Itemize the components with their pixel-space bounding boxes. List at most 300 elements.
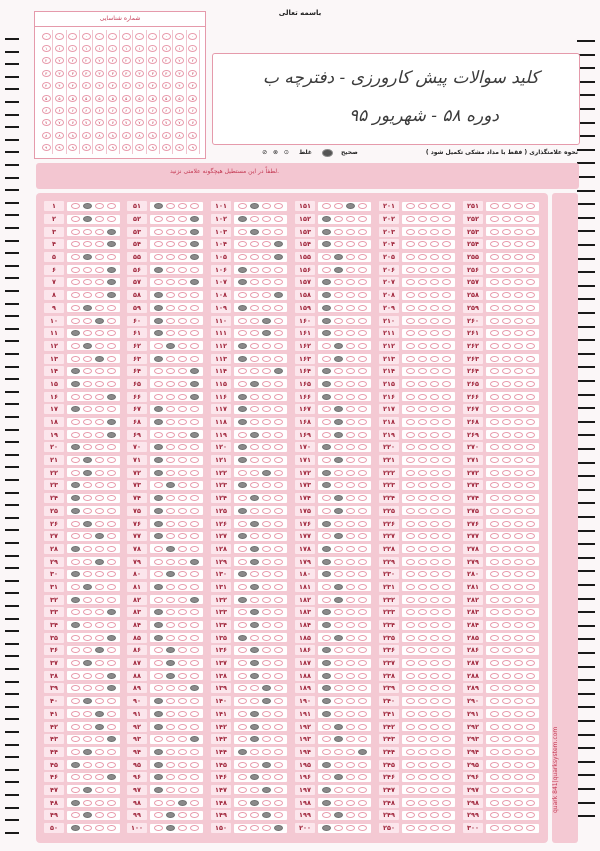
answer-bubble[interactable]: [262, 368, 271, 374]
answer-bubble[interactable]: [346, 356, 355, 362]
answer-bubble[interactable]: [250, 546, 259, 552]
id-bubble[interactable]: ۶: [122, 107, 131, 114]
answer-bubble[interactable]: [358, 825, 367, 831]
answer-bubble[interactable]: [154, 343, 163, 349]
answer-bubble[interactable]: [154, 812, 163, 818]
answer-bubble[interactable]: [418, 749, 427, 755]
answer-bubble[interactable]: [154, 470, 163, 476]
answer-bubble[interactable]: [178, 457, 187, 463]
answer-bubble[interactable]: [250, 495, 259, 501]
answer-bubble[interactable]: [190, 343, 199, 349]
answer-bubble[interactable]: [166, 508, 175, 514]
answer-bubble[interactable]: [274, 406, 283, 412]
answer-bubble[interactable]: [406, 800, 415, 806]
answer-bubble[interactable]: [95, 241, 104, 247]
answer-bubble[interactable]: [274, 698, 283, 704]
answer-bubble[interactable]: [418, 609, 427, 615]
answer-bubble[interactable]: [107, 343, 116, 349]
answer-bubble[interactable]: [107, 685, 116, 691]
answer-bubble[interactable]: [178, 229, 187, 235]
answer-bubble[interactable]: [322, 685, 331, 691]
answer-bubble[interactable]: [526, 279, 535, 285]
answer-bubble[interactable]: [346, 685, 355, 691]
answer-bubble[interactable]: [322, 673, 331, 679]
answer-bubble[interactable]: [190, 787, 199, 793]
answer-bubble[interactable]: [262, 698, 271, 704]
answer-bubble[interactable]: [250, 749, 259, 755]
answer-bubble[interactable]: [178, 660, 187, 666]
answer-bubble[interactable]: [83, 546, 92, 552]
answer-bubble[interactable]: [154, 229, 163, 235]
answer-bubble[interactable]: [238, 724, 247, 730]
answer-bubble[interactable]: [418, 521, 427, 527]
id-bubble[interactable]: ۰: [188, 33, 197, 40]
answer-bubble[interactable]: [322, 343, 331, 349]
answer-bubble[interactable]: [406, 774, 415, 780]
answer-bubble[interactable]: [262, 203, 271, 209]
answer-bubble[interactable]: [250, 368, 259, 374]
answer-bubble[interactable]: [95, 597, 104, 603]
answer-bubble[interactable]: [502, 533, 511, 539]
answer-bubble[interactable]: [262, 356, 271, 362]
answer-bubble[interactable]: [358, 571, 367, 577]
answer-bubble[interactable]: [238, 647, 247, 653]
answer-bubble[interactable]: [334, 825, 343, 831]
answer-bubble[interactable]: [322, 292, 331, 298]
answer-bubble[interactable]: [526, 597, 535, 603]
answer-bubble[interactable]: [83, 559, 92, 565]
answer-bubble[interactable]: [238, 254, 247, 260]
answer-bubble[interactable]: [418, 457, 427, 463]
answer-bubble[interactable]: [83, 812, 92, 818]
answer-bubble[interactable]: [358, 597, 367, 603]
answer-bubble[interactable]: [514, 571, 523, 577]
answer-bubble[interactable]: [406, 482, 415, 488]
answer-bubble[interactable]: [190, 330, 199, 336]
answer-bubble[interactable]: [514, 254, 523, 260]
answer-bubble[interactable]: [178, 749, 187, 755]
answer-bubble[interactable]: [154, 254, 163, 260]
answer-bubble[interactable]: [95, 749, 104, 755]
answer-bubble[interactable]: [418, 419, 427, 425]
answer-bubble[interactable]: [178, 406, 187, 412]
answer-bubble[interactable]: [322, 800, 331, 806]
answer-bubble[interactable]: [95, 584, 104, 590]
answer-bubble[interactable]: [334, 774, 343, 780]
answer-bubble[interactable]: [71, 609, 80, 615]
answer-bubble[interactable]: [322, 432, 331, 438]
answer-bubble[interactable]: [502, 609, 511, 615]
answer-bubble[interactable]: [334, 394, 343, 400]
id-bubble[interactable]: ۲: [122, 57, 131, 64]
answer-bubble[interactable]: [274, 356, 283, 362]
answer-bubble[interactable]: [262, 622, 271, 628]
answer-bubble[interactable]: [322, 406, 331, 412]
id-bubble[interactable]: ۲: [148, 57, 157, 64]
answer-bubble[interactable]: [490, 711, 499, 717]
answer-bubble[interactable]: [95, 571, 104, 577]
answer-bubble[interactable]: [490, 419, 499, 425]
answer-bubble[interactable]: [514, 508, 523, 514]
id-bubble[interactable]: ۶: [108, 107, 117, 114]
answer-bubble[interactable]: [526, 241, 535, 247]
answer-bubble[interactable]: [514, 343, 523, 349]
answer-bubble[interactable]: [178, 267, 187, 273]
answer-bubble[interactable]: [502, 444, 511, 450]
answer-bubble[interactable]: [83, 267, 92, 273]
answer-bubble[interactable]: [490, 825, 499, 831]
answer-bubble[interactable]: [322, 508, 331, 514]
answer-bubble[interactable]: [190, 533, 199, 539]
answer-bubble[interactable]: [334, 482, 343, 488]
answer-bubble[interactable]: [95, 495, 104, 501]
answer-bubble[interactable]: [107, 254, 116, 260]
answer-bubble[interactable]: [346, 660, 355, 666]
answer-bubble[interactable]: [154, 368, 163, 374]
answer-bubble[interactable]: [406, 406, 415, 412]
answer-bubble[interactable]: [178, 241, 187, 247]
answer-bubble[interactable]: [358, 394, 367, 400]
answer-bubble[interactable]: [490, 495, 499, 501]
id-bubble[interactable]: ۱: [188, 45, 197, 52]
answer-bubble[interactable]: [502, 356, 511, 362]
answer-bubble[interactable]: [406, 508, 415, 514]
answer-bubble[interactable]: [178, 368, 187, 374]
answer-bubble[interactable]: [250, 203, 259, 209]
answer-bubble[interactable]: [190, 368, 199, 374]
answer-bubble[interactable]: [418, 381, 427, 387]
answer-bubble[interactable]: [190, 521, 199, 527]
id-bubble[interactable]: ۳: [82, 70, 91, 77]
answer-bubble[interactable]: [322, 724, 331, 730]
answer-bubble[interactable]: [250, 685, 259, 691]
answer-bubble[interactable]: [490, 559, 499, 565]
answer-bubble[interactable]: [322, 267, 331, 273]
id-bubble[interactable]: ۸: [108, 132, 117, 139]
answer-bubble[interactable]: [262, 267, 271, 273]
answer-bubble[interactable]: [322, 368, 331, 374]
answer-bubble[interactable]: [274, 419, 283, 425]
answer-bubble[interactable]: [262, 825, 271, 831]
id-bubble[interactable]: ۸: [68, 132, 77, 139]
answer-bubble[interactable]: [238, 305, 247, 311]
answer-bubble[interactable]: [358, 292, 367, 298]
answer-bubble[interactable]: [83, 203, 92, 209]
answer-bubble[interactable]: [250, 622, 259, 628]
answer-bubble[interactable]: [178, 254, 187, 260]
answer-bubble[interactable]: [406, 229, 415, 235]
answer-bubble[interactable]: [490, 229, 499, 235]
id-bubble[interactable]: ۹: [162, 144, 171, 151]
answer-bubble[interactable]: [178, 584, 187, 590]
answer-bubble[interactable]: [166, 774, 175, 780]
answer-bubble[interactable]: [502, 279, 511, 285]
answer-bubble[interactable]: [83, 635, 92, 641]
answer-bubble[interactable]: [334, 406, 343, 412]
answer-bubble[interactable]: [178, 635, 187, 641]
answer-bubble[interactable]: [83, 482, 92, 488]
answer-bubble[interactable]: [83, 685, 92, 691]
id-bubble[interactable]: ۰: [95, 33, 104, 40]
answer-bubble[interactable]: [418, 825, 427, 831]
answer-bubble[interactable]: [334, 787, 343, 793]
answer-bubble[interactable]: [250, 635, 259, 641]
answer-bubble[interactable]: [83, 457, 92, 463]
answer-bubble[interactable]: [178, 508, 187, 514]
id-bubble[interactable]: ۶: [148, 107, 157, 114]
answer-bubble[interactable]: [71, 356, 80, 362]
answer-bubble[interactable]: [154, 749, 163, 755]
answer-bubble[interactable]: [190, 647, 199, 653]
answer-bubble[interactable]: [490, 457, 499, 463]
answer-bubble[interactable]: [262, 711, 271, 717]
id-bubble[interactable]: ۸: [55, 132, 64, 139]
answer-bubble[interactable]: [514, 203, 523, 209]
answer-bubble[interactable]: [95, 647, 104, 653]
answer-bubble[interactable]: [274, 305, 283, 311]
answer-bubble[interactable]: [430, 673, 439, 679]
answer-bubble[interactable]: [71, 216, 80, 222]
id-bubble[interactable]: ۷: [188, 119, 197, 126]
answer-bubble[interactable]: [526, 267, 535, 273]
answer-bubble[interactable]: [95, 736, 104, 742]
answer-bubble[interactable]: [334, 749, 343, 755]
answer-bubble[interactable]: [83, 495, 92, 501]
answer-bubble[interactable]: [442, 508, 451, 514]
answer-bubble[interactable]: [250, 584, 259, 590]
answer-bubble[interactable]: [526, 203, 535, 209]
answer-bubble[interactable]: [430, 318, 439, 324]
answer-bubble[interactable]: [190, 812, 199, 818]
answer-bubble[interactable]: [514, 812, 523, 818]
answer-bubble[interactable]: [250, 279, 259, 285]
id-bubble[interactable]: ۹: [95, 144, 104, 151]
answer-bubble[interactable]: [95, 457, 104, 463]
answer-bubble[interactable]: [430, 685, 439, 691]
answer-bubble[interactable]: [190, 825, 199, 831]
answer-bubble[interactable]: [442, 787, 451, 793]
answer-bubble[interactable]: [358, 432, 367, 438]
answer-bubble[interactable]: [95, 356, 104, 362]
answer-bubble[interactable]: [274, 508, 283, 514]
answer-bubble[interactable]: [71, 482, 80, 488]
id-bubble[interactable]: ۷: [42, 119, 51, 126]
id-bubble[interactable]: ۱: [68, 45, 77, 52]
answer-bubble[interactable]: [262, 305, 271, 311]
answer-bubble[interactable]: [95, 330, 104, 336]
answer-bubble[interactable]: [107, 774, 116, 780]
answer-bubble[interactable]: [238, 673, 247, 679]
answer-bubble[interactable]: [346, 787, 355, 793]
answer-bubble[interactable]: [526, 711, 535, 717]
answer-bubble[interactable]: [71, 673, 80, 679]
id-bubble[interactable]: ۵: [122, 95, 131, 102]
answer-bubble[interactable]: [490, 622, 499, 628]
answer-bubble[interactable]: [502, 812, 511, 818]
answer-bubble[interactable]: [430, 419, 439, 425]
answer-bubble[interactable]: [418, 685, 427, 691]
answer-bubble[interactable]: [406, 394, 415, 400]
answer-bubble[interactable]: [526, 749, 535, 755]
answer-bubble[interactable]: [154, 546, 163, 552]
answer-bubble[interactable]: [95, 609, 104, 615]
answer-bubble[interactable]: [502, 685, 511, 691]
answer-bubble[interactable]: [418, 318, 427, 324]
answer-bubble[interactable]: [154, 825, 163, 831]
answer-bubble[interactable]: [71, 749, 80, 755]
answer-bubble[interactable]: [83, 698, 92, 704]
answer-bubble[interactable]: [406, 368, 415, 374]
answer-bubble[interactable]: [526, 292, 535, 298]
answer-bubble[interactable]: [154, 381, 163, 387]
answer-bubble[interactable]: [95, 419, 104, 425]
answer-bubble[interactable]: [166, 229, 175, 235]
answer-bubble[interactable]: [190, 597, 199, 603]
answer-bubble[interactable]: [430, 597, 439, 603]
answer-bubble[interactable]: [346, 673, 355, 679]
answer-bubble[interactable]: [274, 787, 283, 793]
answer-bubble[interactable]: [322, 241, 331, 247]
answer-bubble[interactable]: [190, 736, 199, 742]
answer-bubble[interactable]: [250, 533, 259, 539]
answer-bubble[interactable]: [95, 470, 104, 476]
answer-bubble[interactable]: [346, 546, 355, 552]
answer-bubble[interactable]: [95, 229, 104, 235]
id-bubble[interactable]: ۹: [188, 144, 197, 151]
answer-bubble[interactable]: [502, 229, 511, 235]
answer-bubble[interactable]: [490, 432, 499, 438]
answer-bubble[interactable]: [430, 470, 439, 476]
id-bubble[interactable]: ۰: [68, 33, 77, 40]
answer-bubble[interactable]: [514, 521, 523, 527]
answer-bubble[interactable]: [71, 457, 80, 463]
answer-bubble[interactable]: [83, 749, 92, 755]
answer-bubble[interactable]: [190, 724, 199, 730]
answer-bubble[interactable]: [83, 647, 92, 653]
answer-bubble[interactable]: [526, 318, 535, 324]
answer-bubble[interactable]: [358, 254, 367, 260]
answer-bubble[interactable]: [107, 762, 116, 768]
answer-bubble[interactable]: [166, 318, 175, 324]
answer-bubble[interactable]: [430, 381, 439, 387]
answer-bubble[interactable]: [346, 229, 355, 235]
answer-bubble[interactable]: [502, 673, 511, 679]
id-bubble[interactable]: ۱: [162, 45, 171, 52]
answer-bubble[interactable]: [178, 381, 187, 387]
answer-bubble[interactable]: [502, 762, 511, 768]
answer-bubble[interactable]: [406, 203, 415, 209]
answer-bubble[interactable]: [346, 241, 355, 247]
answer-bubble[interactable]: [442, 635, 451, 641]
answer-bubble[interactable]: [502, 660, 511, 666]
answer-bubble[interactable]: [526, 521, 535, 527]
answer-bubble[interactable]: [430, 432, 439, 438]
answer-bubble[interactable]: [406, 711, 415, 717]
answer-bubble[interactable]: [107, 559, 116, 565]
answer-bubble[interactable]: [166, 609, 175, 615]
answer-bubble[interactable]: [178, 444, 187, 450]
answer-bubble[interactable]: [238, 521, 247, 527]
answer-bubble[interactable]: [322, 597, 331, 603]
answer-bubble[interactable]: [502, 457, 511, 463]
answer-bubble[interactable]: [418, 736, 427, 742]
answer-bubble[interactable]: [334, 647, 343, 653]
answer-bubble[interactable]: [418, 774, 427, 780]
id-bubble[interactable]: ۳: [175, 70, 184, 77]
answer-bubble[interactable]: [358, 241, 367, 247]
answer-bubble[interactable]: [166, 685, 175, 691]
answer-bubble[interactable]: [526, 774, 535, 780]
answer-bubble[interactable]: [442, 673, 451, 679]
answer-bubble[interactable]: [358, 508, 367, 514]
answer-bubble[interactable]: [490, 470, 499, 476]
answer-bubble[interactable]: [83, 774, 92, 780]
answer-bubble[interactable]: [190, 394, 199, 400]
answer-bubble[interactable]: [107, 267, 116, 273]
answer-bubble[interactable]: [250, 774, 259, 780]
answer-bubble[interactable]: [95, 724, 104, 730]
answer-bubble[interactable]: [490, 508, 499, 514]
answer-bubble[interactable]: [190, 216, 199, 222]
answer-bubble[interactable]: [490, 762, 499, 768]
answer-bubble[interactable]: [95, 406, 104, 412]
answer-bubble[interactable]: [95, 203, 104, 209]
answer-bubble[interactable]: [442, 749, 451, 755]
answer-bubble[interactable]: [418, 432, 427, 438]
answer-bubble[interactable]: [262, 495, 271, 501]
answer-bubble[interactable]: [418, 444, 427, 450]
answer-bubble[interactable]: [514, 241, 523, 247]
answer-bubble[interactable]: [418, 470, 427, 476]
answer-bubble[interactable]: [178, 521, 187, 527]
answer-bubble[interactable]: [334, 470, 343, 476]
answer-bubble[interactable]: [514, 800, 523, 806]
answer-bubble[interactable]: [418, 724, 427, 730]
answer-bubble[interactable]: [526, 762, 535, 768]
answer-bubble[interactable]: [107, 825, 116, 831]
answer-bubble[interactable]: [502, 216, 511, 222]
answer-bubble[interactable]: [262, 749, 271, 755]
answer-bubble[interactable]: [430, 444, 439, 450]
answer-bubble[interactable]: [442, 419, 451, 425]
answer-bubble[interactable]: [83, 216, 92, 222]
answer-bubble[interactable]: [490, 800, 499, 806]
answer-bubble[interactable]: [322, 546, 331, 552]
answer-bubble[interactable]: [166, 495, 175, 501]
answer-bubble[interactable]: [107, 330, 116, 336]
answer-bubble[interactable]: [95, 279, 104, 285]
answer-bubble[interactable]: [238, 267, 247, 273]
answer-bubble[interactable]: [418, 482, 427, 488]
answer-bubble[interactable]: [322, 457, 331, 463]
answer-bubble[interactable]: [238, 229, 247, 235]
answer-bubble[interactable]: [95, 762, 104, 768]
answer-bubble[interactable]: [154, 597, 163, 603]
answer-bubble[interactable]: [346, 457, 355, 463]
answer-bubble[interactable]: [95, 305, 104, 311]
answer-bubble[interactable]: [154, 660, 163, 666]
answer-bubble[interactable]: [526, 559, 535, 565]
id-bubble[interactable]: ۸: [175, 132, 184, 139]
answer-bubble[interactable]: [190, 635, 199, 641]
answer-bubble[interactable]: [346, 559, 355, 565]
answer-bubble[interactable]: [358, 800, 367, 806]
answer-bubble[interactable]: [178, 432, 187, 438]
answer-bubble[interactable]: [334, 381, 343, 387]
answer-bubble[interactable]: [346, 381, 355, 387]
answer-bubble[interactable]: [250, 673, 259, 679]
answer-bubble[interactable]: [238, 432, 247, 438]
